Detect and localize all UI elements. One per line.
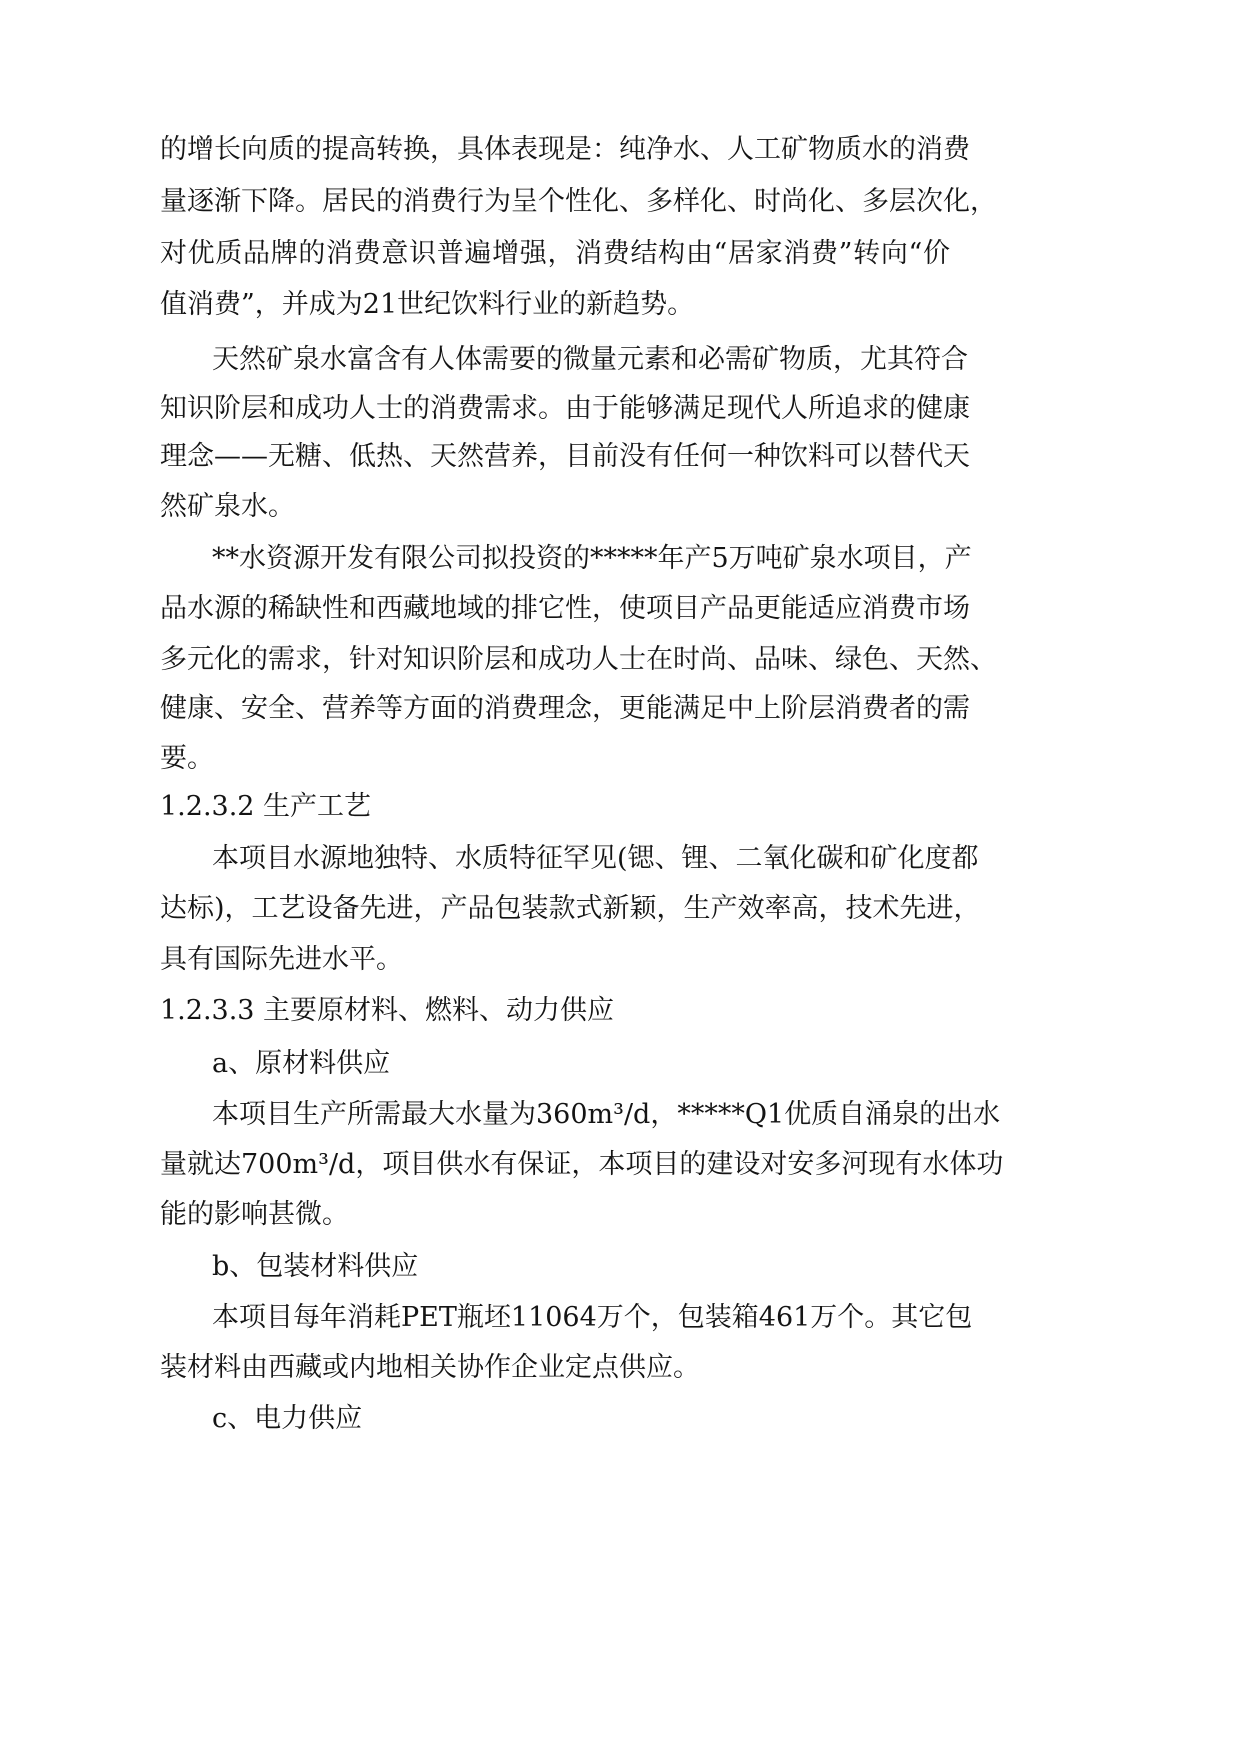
- paragraph-line: 的增长向质的提高转换，具体表现是：纯净水、人工矿物质水的消费: [160, 134, 970, 165]
- paragraph-line: 要。: [160, 743, 214, 774]
- subsection-heading: b、包装材料供应: [212, 1251, 419, 1282]
- paragraph-line: 量就达700m³/d，项目供水有保证，本项目的建设对安多河现有水体功: [160, 1149, 1004, 1180]
- paragraph-line: 理念——无糖、低热、天然营养，目前没有任何一种饮料可以替代天: [160, 441, 970, 472]
- paragraph-line: 知识阶层和成功人士的消费需求。由于能够满足现代人所追求的健康: [160, 393, 970, 424]
- paragraph-line: 多元化的需求，针对知识阶层和成功人士在时尚、品味、绿色、天然、: [160, 644, 997, 675]
- paragraph-line: 本项目生产所需最大水量为360m³/d，*****Q1优质自涌泉的出水: [212, 1099, 1001, 1130]
- paragraph-line: 值消费”，并成为21世纪饮料行业的新趋势。: [160, 289, 695, 320]
- paragraph-line: 达标)，工艺设备先进，产品包装款式新颖，生产效率高，技术先进，: [160, 893, 981, 924]
- paragraph-line: 然矿泉水。: [160, 491, 295, 522]
- paragraph-line: 天然矿泉水富含有人体需要的微量元素和必需矿物质，尤其符合: [212, 344, 968, 375]
- paragraph-line: **水资源开发有限公司拟投资的*****年产5万吨矿泉水项目，产: [212, 543, 972, 574]
- paragraph-line: 品水源的稀缺性和西藏地域的排它性，使项目产品更能适应消费市场: [160, 593, 970, 624]
- paragraph-line: 健康、安全、营养等方面的消费理念，更能满足中上阶层消费者的需: [160, 693, 970, 724]
- paragraph-line: 对优质品牌的消费意识普遍增强，消费结构由“居家消费”转向“价: [160, 238, 950, 269]
- paragraph-line: 能的影响甚微。: [160, 1199, 349, 1230]
- subsection-heading: c、电力供应: [212, 1403, 363, 1434]
- paragraph-line: 本项目每年消耗PET瓶坯11064万个，包装箱461万个。其它包: [212, 1302, 973, 1333]
- section-heading: 1.2.3.3 主要原材料、燃料、动力供应: [160, 995, 615, 1026]
- paragraph-line: 本项目水源地独特、水质特征罕见(锶、锂、二氧化碳和矿化度都: [212, 843, 979, 874]
- paragraph-line: 装材料由西藏或内地相关协作企业定点供应。: [160, 1352, 700, 1383]
- section-heading: 1.2.3.2 生产工艺: [160, 791, 372, 822]
- subsection-heading: a、原材料供应: [212, 1048, 391, 1079]
- paragraph-line: 量逐渐下降。居民的消费行为呈个性化、多样化、时尚化、多层次化，: [160, 186, 997, 217]
- paragraph-line: 具有国际先进水平。: [160, 944, 403, 975]
